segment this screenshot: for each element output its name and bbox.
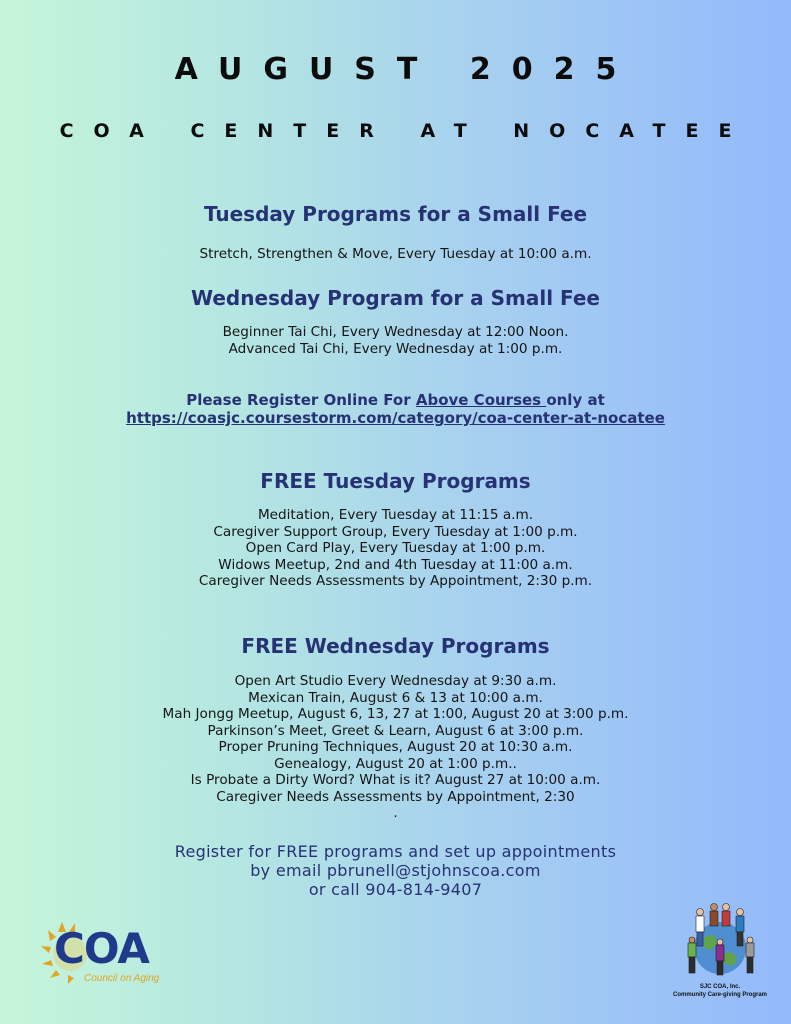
tuesday-fee-list (0, 246, 791, 263)
list-item: Stretch, Strengthen & Move, Every Tuesday at 10:00 a.m. (199, 246, 592, 262)
list-item: Advanced Tai Chi, Every Wednesday at 1:00 p.m. (228, 340, 563, 357)
free-tuesday-heading: FREE Tuesday Programs (260, 469, 531, 493)
list-item: Mexican Train, August 6 & 13 at 10:00 a.m. (248, 689, 543, 706)
contact-line: Register for FREE programs and set up appointments (174, 842, 617, 861)
coa-tagline: Council on Aging (84, 973, 160, 984)
list-item: Caregiver Support Group, Every Tuesday at 1:00 p.m. (213, 523, 578, 540)
list-item: Is Probate a Dirty Word? What is it? August 27 at 10:00 a.m. (190, 772, 601, 788)
tuesday-fee-heading: Tuesday Programs for a Small Fee (203, 202, 588, 226)
globe-people-icon (670, 898, 770, 982)
list-item: Open Art Studio Every Wednesday at 9:30 a.m. (234, 673, 557, 689)
list-item: Proper Pruning Techniques, August 20 at 10:30 a.m. (218, 739, 573, 755)
wednesday-fee-heading: Wednesday Program for a Small Fee (191, 286, 600, 310)
free-wednesday-list (0, 673, 791, 822)
register-suffix: only at (546, 391, 605, 409)
list-item: Beginner Tai Chi, Every Wednesday at 12:00 Noon. (222, 324, 569, 340)
list-item: Caregiver Needs Assessments by Appointment, 2:30 (216, 788, 575, 805)
coa-letters: COA (54, 924, 149, 973)
wednesday-fee-list (0, 324, 791, 357)
list-item: Caregiver Needs Assessments by Appointment, 2:30 p.m. (198, 573, 593, 589)
list-item: Widows Meetup, 2nd and 4th Tuesday at 11:00 a.m. (218, 556, 573, 573)
free-wednesday-heading: FREE Wednesday Programs (241, 634, 550, 658)
list-item: Parkinson’s Meet, Greet & Learn, August 6 at 3:00 p.m. (207, 722, 584, 739)
contact-email[interactable]: by email pbrunell@stjohnscoa.com (250, 861, 541, 880)
page-title-month: AUGUST 2025 (174, 52, 638, 87)
list-item: Genealogy, August 20 at 1:00 p.m.. (274, 755, 517, 772)
sjc-coa-logo (670, 898, 770, 1008)
free-tuesday-list (0, 507, 791, 590)
coursestorm-link[interactable]: https://coasjc.coursestorm.com/category/coa-center-at-nocatee (126, 409, 665, 427)
list-item: . (393, 805, 398, 821)
register-prefix: Please Register Online For (186, 391, 416, 409)
coa-logo (40, 918, 180, 990)
contact-block (0, 842, 791, 899)
above-courses-link[interactable]: Above Courses (415, 391, 547, 409)
sjc-caption-1: SJC COA, Inc. (699, 984, 741, 990)
register-online-text (0, 391, 791, 427)
page-title-center: COA CENTER AT NOCATEE (59, 120, 752, 142)
list-item: Meditation, Every Tuesday at 11:15 a.m. (257, 507, 534, 523)
contact-phone[interactable]: or call 904-814-9407 (308, 880, 483, 899)
list-item: Mah Jongg Meetup, August 6, 13, 27 at 1:00, August 20 at 3:00 p.m. (162, 706, 629, 722)
list-item: Open Card Play, Every Tuesday at 1:00 p.m. (245, 540, 546, 556)
sjc-caption-2: Community Care-giving Program (672, 992, 767, 998)
